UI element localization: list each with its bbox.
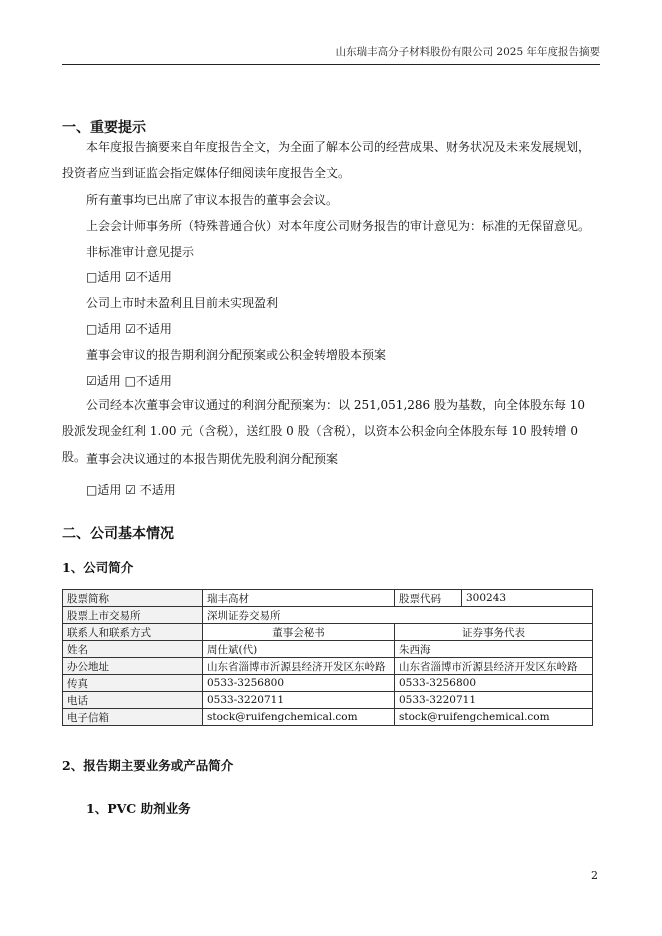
paragraph-audit-opinion: 上会会计师事务所（特殊普通合伙）对本年度公司财务报告的审计意见为：标准的无保留意见。	[86, 219, 591, 233]
page-header: 山东瑞丰高分子材料股份有限公司 2025 年年度报告摘要	[62, 44, 600, 65]
company-info-table	[62, 589, 593, 726]
table-cell: 联系人和联系方式	[63, 624, 203, 641]
table-row	[63, 692, 593, 709]
paragraph-distribution-plan: 公司经本次董事会审议通过的利润分配预案为：以 251,051,286 股为基数，向全体股东每 10 股派发现金红利 1.00 元（含税），送红股 0 股（含税），以资本公积金向全体股东每 10 股转增 0 股。	[62, 398, 586, 464]
page-number: 2	[591, 869, 598, 882]
table-row	[63, 658, 593, 675]
table-cell: 股票代码	[395, 590, 462, 607]
table-cell: 股票简称	[63, 590, 203, 607]
option-unprofitable: □适用 ☑不适用	[86, 322, 172, 336]
table-row	[63, 709, 593, 726]
table-header-cell: 证券事务代表	[395, 624, 593, 641]
option-nonstandard-audit: □适用 ☑不适用	[86, 270, 172, 284]
paragraph-summary-source: 本年度报告摘要来自年度报告全文，为全面了解本公司的经营成果、财务状况及未来发展规划，投资者应当到证监会指定媒体仔细阅读年度报告全文。	[62, 140, 591, 180]
paragraph-unprofitable: 公司上市时未盈利且目前未实现盈利	[86, 296, 279, 310]
table-cell: 0533-3220711	[203, 692, 395, 709]
table-cell: 办公地址	[63, 658, 203, 675]
table-cell: stock@ruifengchemical.com	[203, 709, 395, 726]
table-row	[63, 641, 593, 658]
section-heading-important-notes: 一、重要提示	[62, 120, 146, 136]
table-row	[63, 675, 593, 692]
table-cell: 股票上市交易所	[63, 607, 203, 624]
table-row	[63, 590, 593, 607]
table-cell: 姓名	[63, 641, 203, 658]
option-preferred-stock: □适用 ☑ 不适用	[86, 483, 176, 497]
table-cell: 0533-3256800	[203, 675, 395, 692]
table-cell: 电子信箱	[63, 709, 203, 726]
section-heading-company-info: 二、公司基本情况	[62, 526, 174, 542]
table-cell: 电话	[63, 692, 203, 709]
table-cell: 0533-3256800	[395, 675, 593, 692]
paragraph-directors-attendance: 所有董事均已出席了审议本报告的董事会会议。	[86, 193, 339, 207]
table-cell: 深圳证券交易所	[203, 607, 593, 624]
table-cell: 传真	[63, 675, 203, 692]
subheading-main-business: 2、报告期主要业务或产品简介	[62, 758, 234, 773]
table-cell: 山东省淄博市沂源县经济开发区东岭路	[203, 658, 395, 675]
table-row	[63, 607, 593, 624]
table-cell: 0533-3220711	[395, 692, 593, 709]
paragraph-preferred-stock: 董事会决议通过的本报告期优先股利润分配预案	[86, 452, 339, 466]
subheading-pvc-additives: 1、PVC 助剂业务	[86, 801, 191, 816]
option-profit-distribution: ☑适用 □不适用	[86, 374, 172, 388]
table-cell: 300243	[462, 590, 593, 607]
subheading-company-profile: 1、公司简介	[62, 560, 134, 575]
table-cell: stock@ruifengchemical.com	[395, 709, 593, 726]
table-cell: 瑞丰高材	[203, 590, 395, 607]
table-header-cell: 董事会秘书	[203, 624, 395, 641]
paragraph-profit-distribution: 董事会审议的报告期利润分配预案或公积金转增股本预案	[86, 348, 387, 362]
table-cell: 朱西海	[395, 641, 593, 658]
paragraph-nonstandard-audit: 非标准审计意见提示	[86, 245, 195, 259]
table-cell: 周仕斌(代)	[203, 641, 395, 658]
table-cell: 山东省淄博市沂源县经济开发区东岭路	[395, 658, 593, 675]
table-row	[63, 624, 593, 641]
